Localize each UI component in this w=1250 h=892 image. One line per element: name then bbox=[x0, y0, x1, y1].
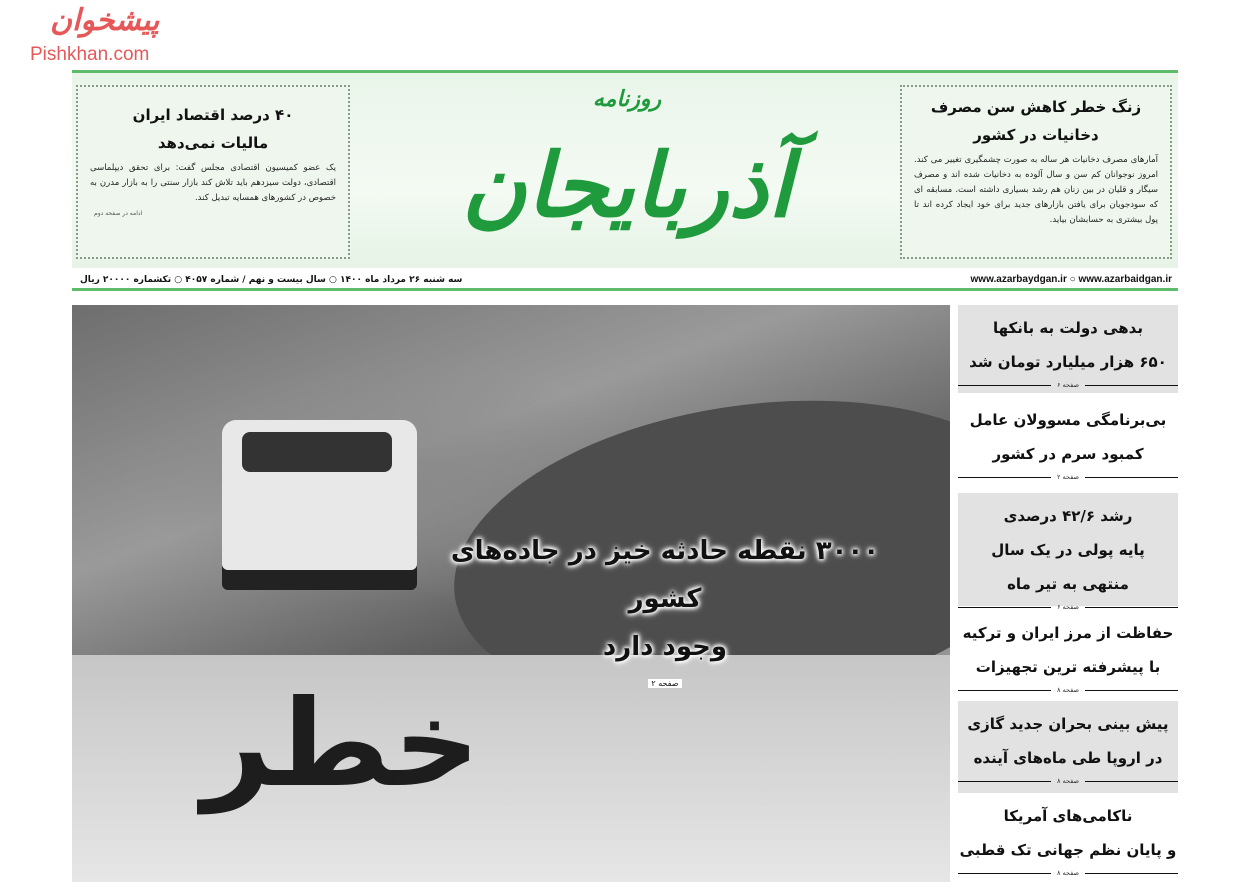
page-ref: صفحه ۸ bbox=[958, 867, 1178, 879]
item-line: بدهی دولت به بانکها bbox=[993, 319, 1143, 337]
teaser-body: یک عضو کمیسیون اقتصادی مجلس گفت: برای تحقق دیپلماسی اقتصادی، دولت سیزدهم باید تلاش کند بازار سنتی را به بازار مدرن به خصوص در کشورهای همسایه تبدیل کند. bbox=[90, 163, 336, 203]
pishkhan-watermark bbox=[30, 2, 230, 68]
continued-note: ادامه در صفحه دوم bbox=[94, 210, 143, 217]
item-line: منتهی به تیر ماه bbox=[1007, 575, 1129, 593]
sidebar-item[interactable] bbox=[958, 701, 1178, 793]
watermark-fa: پیشخوان bbox=[50, 4, 160, 37]
teaser-title-1: ۴۰ درصد اقتصاد ایران bbox=[132, 106, 294, 124]
website-links[interactable]: www.azarbaydgan.ir ○ www.azarbaidgan.ir bbox=[970, 274, 1172, 285]
masthead bbox=[72, 70, 1178, 268]
item-line: حفاظت از مرز ایران و ترکیه bbox=[962, 624, 1174, 642]
item-line: پیش بینی بحران جدید گازی bbox=[967, 715, 1169, 733]
watermark-en: Pishkhan.com bbox=[30, 44, 150, 65]
logo-text: آذربایجان bbox=[461, 133, 793, 237]
item-line: ۶۵۰ هزار میلیارد تومان شد bbox=[969, 353, 1167, 371]
sidebar-item[interactable] bbox=[958, 606, 1178, 701]
teaser-title-2: مالیات نمی‌دهد bbox=[157, 134, 269, 152]
headline-line-1: ۳۰۰۰ نقطه حادثه خیز در جاده‌های کشور bbox=[450, 536, 880, 614]
item-line: پایه پولی در یک سال bbox=[991, 541, 1145, 559]
page-ref: صفحه ۲ bbox=[648, 679, 681, 688]
headline-line-2: وجود دارد bbox=[602, 632, 728, 662]
sidebar-headlines bbox=[958, 305, 1178, 883]
page-ref: صفحه ۸ bbox=[958, 684, 1178, 696]
item-line: و پایان نظم جهانی تک قطبی bbox=[959, 841, 1177, 859]
sidebar-item[interactable] bbox=[958, 493, 1178, 611]
item-line: کمبود سرم در کشور bbox=[992, 445, 1144, 463]
item-line: بی‌برنامگی مسوولان عامل bbox=[969, 411, 1167, 429]
page-ref: صفحه ۶ bbox=[958, 601, 1178, 613]
main-headline[interactable] bbox=[415, 527, 915, 690]
sidebar-item[interactable] bbox=[958, 393, 1178, 493]
car-shape bbox=[222, 420, 417, 570]
date-bar bbox=[72, 270, 1178, 291]
sign-text: خطر bbox=[202, 675, 481, 814]
tax-teaser-box[interactable] bbox=[76, 85, 350, 259]
teaser-body: آمارهای مصرف دخانیات هر ساله به صورت چشمگیری تغییر می کند. امروز نوجوانان کم سن و سال آلوده به دخانیات شده اند و مصرف سیگار و قلیان در بین زنان هم رشد بسیاری داشته است. مسابقه ای که سودجویان برای یافتن بازارهای جدید برای خود ایجاد کرده اند تا پول بیشتری به حسابشان بیاید. bbox=[914, 155, 1158, 225]
issue-date: سه شنبه ۲۶ مرداد ماه ۱۴۰۰ ○ سال بیست و نهم / شماره ۴۰۵۷ ○ تکشماره ۲۰۰۰۰ ریال bbox=[80, 275, 463, 285]
item-line: با پیشرفته ترین تجهیزات bbox=[975, 658, 1161, 676]
teaser-title: زنگ خطر کاهش سن مصرف دخانیات در کشور bbox=[930, 98, 1142, 144]
newspaper-logo bbox=[412, 73, 842, 271]
item-line: در اروپا طی ماه‌های آینده bbox=[973, 749, 1163, 767]
page-ref: صفحه ۸ bbox=[958, 775, 1178, 787]
tobacco-teaser-box[interactable] bbox=[900, 85, 1172, 259]
item-line: ناکامی‌های آمریکا bbox=[1003, 807, 1133, 825]
page-ref: صفحه ۶ bbox=[958, 379, 1178, 391]
sidebar-item[interactable] bbox=[958, 793, 1178, 883]
page-ref: صفحه ۲ bbox=[958, 471, 1178, 483]
main-photo[interactable] bbox=[72, 305, 950, 882]
sidebar-item[interactable] bbox=[958, 305, 1178, 393]
logo-subtitle: روزنامه bbox=[592, 87, 662, 112]
item-line: رشد ۴۲/۶ درصدی bbox=[1003, 507, 1133, 525]
